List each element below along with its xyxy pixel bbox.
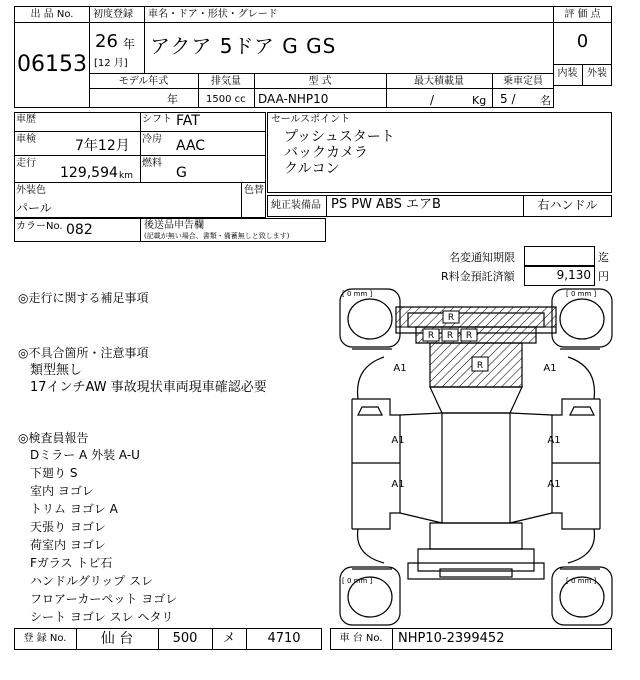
defects-title: ◎不具合箇所・注意事項 <box>18 346 149 360</box>
score-value: 0 <box>576 31 589 52</box>
sales-point-2: バックカメラ <box>284 145 368 161</box>
ac-label: 冷房 <box>142 134 162 145</box>
inspection-value: 7年12月 <box>75 138 130 154</box>
inspector-9: フロアーカーペット ヨゴレ <box>30 592 178 606</box>
capacity-unit: 名 <box>540 94 551 107</box>
mark-door-right-rear: A1 <box>547 479 561 490</box>
lot-no-value: 06153 <box>17 52 87 77</box>
docs-label: 後送品申告欄 <box>144 220 204 231</box>
mileage-unit: km <box>119 171 133 181</box>
shift-label: シフト <box>142 114 172 125</box>
tire-label-fl: [ 0 mm ] <box>342 290 373 298</box>
mark-r-grille-1: R <box>427 331 435 341</box>
recycle-unit: 円 <box>598 270 609 283</box>
defect-1: 類型無し <box>30 363 83 378</box>
model-year-unit: 年 <box>167 93 178 106</box>
year-unit: 年 <box>123 37 136 51</box>
mark-front-right: A1 <box>543 363 557 374</box>
model-year-label: モデル年式 <box>118 76 169 87</box>
reg-num: 4710 <box>267 631 301 646</box>
docs-note: (記載が無い場合、書類・備蓄無しと致します) <box>144 232 290 240</box>
first-reg-month: [12 月] <box>94 58 128 69</box>
mileage-label: 走行 <box>16 158 36 169</box>
mark-r-hood: R <box>476 361 484 371</box>
tire-label-fr: [ 0 mm ] <box>566 290 597 298</box>
car-name-label: 車名・ドア・形状・グレード <box>148 9 278 20</box>
inspector-7: Fガラス トビ石 <box>30 556 113 570</box>
recycle-label: R料金預託済額 <box>441 270 515 283</box>
inspector-5: 天張り ヨゴレ <box>30 520 106 534</box>
tire-label-rl: [ 0 mm ] <box>342 577 373 585</box>
interior-label: 内装 <box>557 68 578 79</box>
type-value: DAA-NHP10 <box>258 92 329 106</box>
mark-r-bumper: R <box>447 313 455 323</box>
steering-value: 右ハンドル <box>537 198 598 212</box>
reg-class: 500 <box>172 631 198 646</box>
inspector-8: ハンドルグリップ スレ <box>30 574 154 588</box>
mark-r-grille-2: R <box>446 331 454 341</box>
inspector-2: 下廻り S <box>30 466 78 480</box>
color-no-value: 082 <box>66 222 93 238</box>
reg-kana: メ <box>222 631 236 646</box>
reg-label: 登 録 No. <box>23 633 67 644</box>
history-label: 車歴 <box>16 114 36 125</box>
inspector-title: ◎検査員報告 <box>18 431 89 445</box>
first-reg-label: 初度登録 <box>93 9 133 20</box>
first-reg-year: 26 <box>95 31 118 52</box>
car-name: アクア 5ドア G GS <box>150 34 337 58</box>
mark-door-right-front: A1 <box>547 435 561 446</box>
inspector-6: 荷室内 ヨゴレ <box>30 538 106 552</box>
inspection-label: 車検 <box>16 134 36 145</box>
fuel-value: G <box>176 165 187 181</box>
ac-value: AAC <box>176 138 206 154</box>
fuel-label: 燃料 <box>142 158 162 169</box>
name-change-unit: 迄 <box>598 251 609 264</box>
recycle-value: 9,130 <box>556 268 591 282</box>
capacity-label: 乗車定員 <box>503 76 543 87</box>
car-diagram <box>338 287 614 627</box>
max-load-label: 最大積載量 <box>414 76 464 87</box>
type-label: 型 式 <box>308 76 332 87</box>
color-change-label: 色替 <box>244 185 264 196</box>
name-change-box <box>524 246 595 266</box>
score-label: 評 価 点 <box>564 9 601 20</box>
inspector-3: 室内 ヨゴレ <box>30 484 94 498</box>
lot-no-label: 出 品 No. <box>30 9 74 20</box>
inspector-1: Dミラー A 外装 A-U <box>30 448 140 462</box>
tire-label-rr: [ 0 mm ] <box>566 577 597 585</box>
displacement-value: 1500 cc <box>206 94 246 105</box>
supplement-title: ◎走行に関する補足事項 <box>18 291 149 305</box>
inspector-10: シート ヨゴレ スレ ヘタリ <box>30 610 174 624</box>
ext-color-label: 外装色 <box>16 185 46 196</box>
chassis-label: 車 台 No. <box>339 633 383 644</box>
color-no-label: カラーNo. <box>16 221 63 232</box>
mark-front-left: A1 <box>393 363 407 374</box>
max-load-unit: Kg <box>472 94 487 107</box>
sales-point-3: クルコン <box>284 161 340 177</box>
genuine-value: PS PW ABS エアB <box>331 197 441 212</box>
displacement-label: 排気量 <box>211 76 241 87</box>
mileage-value: 129,594 <box>60 165 118 181</box>
max-load-slash: / <box>430 93 435 107</box>
sales-points-label: セールスポイント <box>271 114 351 125</box>
name-change-label: 名変通知期限 <box>449 251 515 264</box>
mark-door-left-rear: A1 <box>391 479 405 490</box>
reg-area: 仙 台 <box>100 631 134 647</box>
capacity-value: 5 / <box>500 92 516 106</box>
shift-value: FAT <box>176 113 200 129</box>
mark-r-grille-3: R <box>465 331 473 341</box>
exterior-label: 外装 <box>587 68 607 79</box>
sales-point-1: プッシュスタート <box>284 129 395 145</box>
genuine-label: 純正装備品 <box>271 200 321 211</box>
mark-door-left-front: A1 <box>391 435 405 446</box>
defect-2: 17インチAW 事故現状車両現車確認必要 <box>30 380 267 395</box>
chassis-value: NHP10-2399452 <box>398 631 505 646</box>
ext-color-value: パール <box>16 201 52 215</box>
inspector-4: トリム ヨゴレ A <box>30 502 118 516</box>
